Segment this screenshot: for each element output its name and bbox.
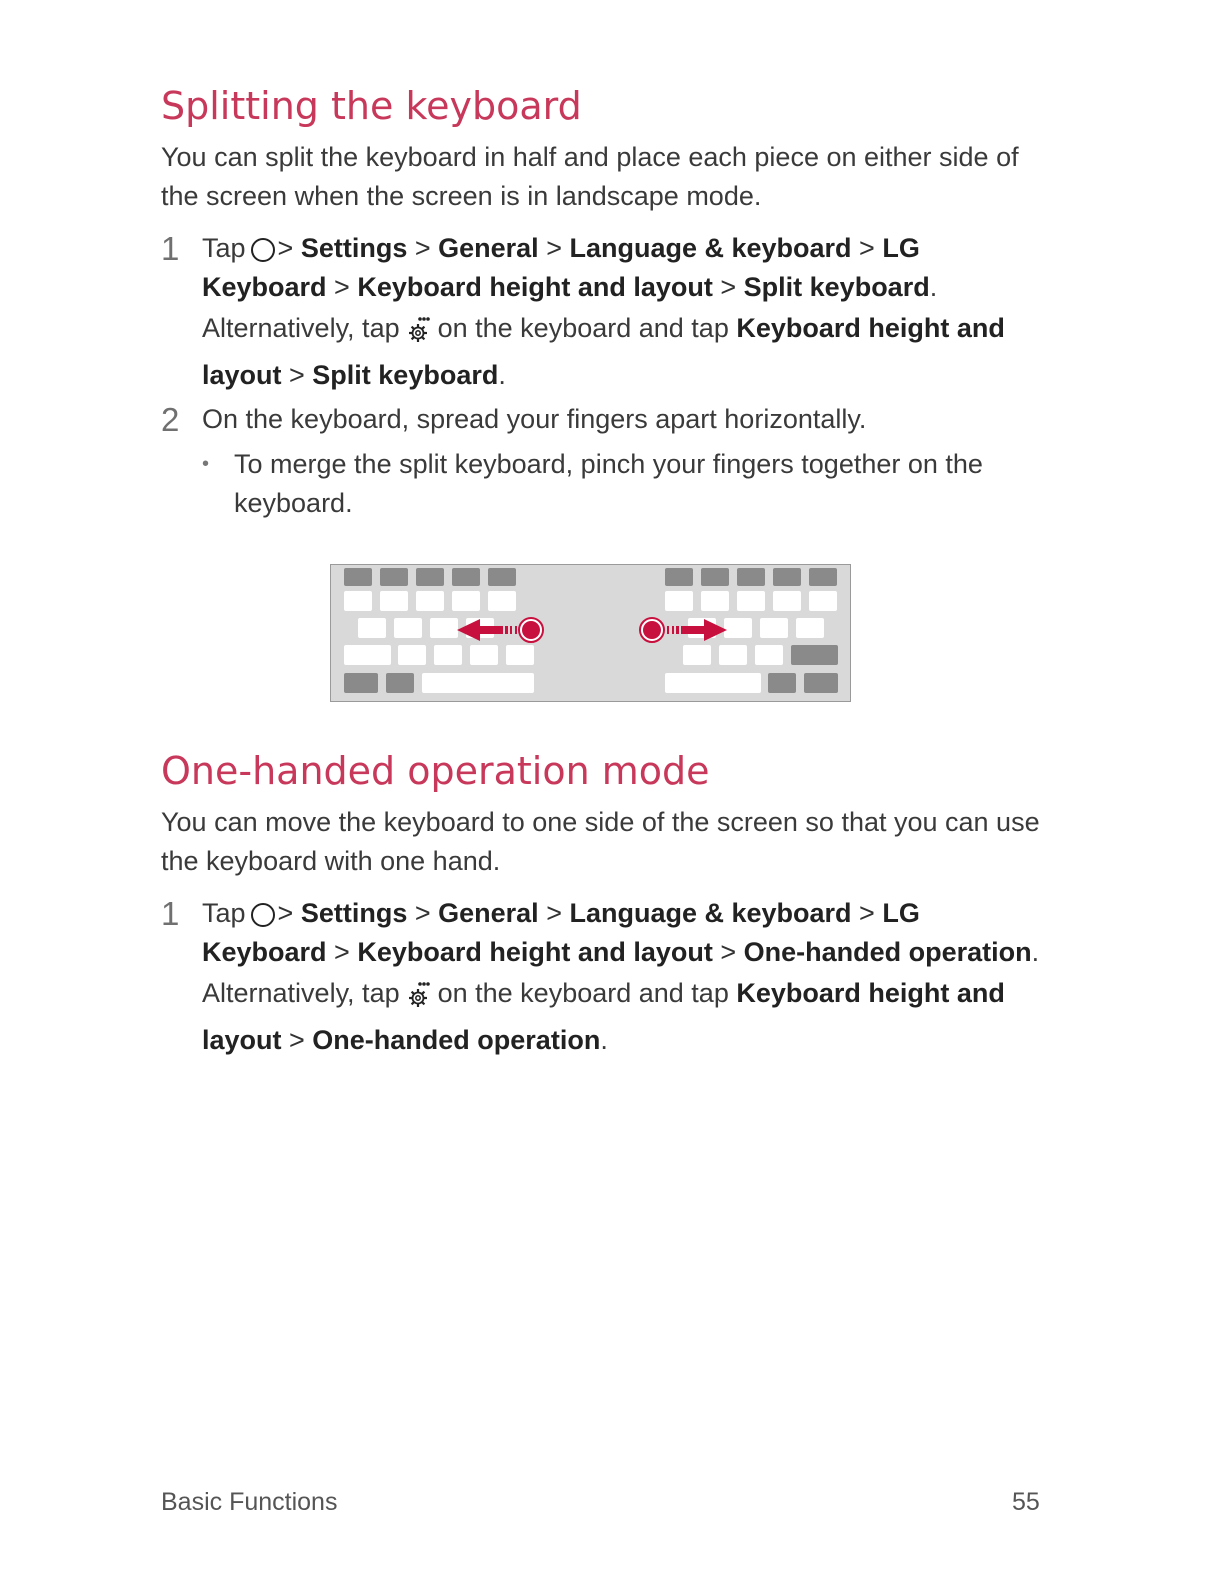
gear-icon: [406, 980, 432, 1021]
step-alternative: Alternatively, tap on the keyboard and tap Keyboard height and layout > One-handed operation.: [202, 978, 1005, 1055]
section-intro-one-handed: You can move the keyboard to one side of the screen so that you can use the keyboard with one hand.: [161, 807, 1040, 876]
alt-prefix: Alternatively, tap: [202, 978, 400, 1008]
step-instruction: Tap > Settings > General > Language & keyboard > LG Keyboard > Keyboard height and layout > Split keyboard.: [202, 233, 938, 302]
menu-general: General: [438, 233, 539, 263]
menu-keyboard-height-layout: Keyboard height and layout: [357, 272, 713, 302]
bullet-text: To merge the split keyboard, pinch your fingers together on the keyboard.: [234, 449, 983, 518]
menu-keyboard-height-layout: Keyboard height and layout: [357, 937, 713, 967]
home-icon: [251, 903, 275, 927]
step-instruction: Tap > Settings > General > Language & keyboard > LG Keyboard > Keyboard height and layout > One-handed operation.: [202, 898, 1040, 967]
alt-middle: on the keyboard and tap: [437, 978, 729, 1008]
step-number: 1: [161, 895, 180, 932]
section-title-one-handed: One-handed operation mode: [161, 749, 710, 793]
step-number: 2: [161, 401, 180, 438]
menu-language-keyboard: Language & keyboard: [569, 898, 852, 928]
menu-lg-keyboard: LG Keyboard: [202, 898, 920, 967]
menu-language-keyboard: Language & keyboard: [569, 233, 852, 263]
bullet-dot: •: [202, 453, 210, 475]
menu-keyboard-height-layout: Keyboard height and layout: [202, 978, 1005, 1055]
footer-section-name: Basic Functions: [161, 1488, 338, 1516]
alt-middle: on the keyboard and tap: [437, 313, 729, 343]
tap-label: Tap: [202, 898, 246, 928]
menu-split-keyboard: Split keyboard: [743, 272, 930, 302]
menu-settings: Settings: [300, 898, 408, 928]
menu-general: General: [438, 898, 539, 928]
step-number: 1: [161, 230, 180, 267]
menu-split-keyboard: Split keyboard: [312, 360, 499, 390]
gear-icon: [406, 315, 432, 356]
home-icon: [251, 238, 275, 262]
menu-lg-keyboard: LG Keyboard: [202, 233, 920, 302]
split-keyboard-illustration: [330, 564, 851, 702]
step-alternative: Alternatively, tap on the keyboard and tap Keyboard height and layout > Split keyboard.: [202, 313, 1005, 390]
menu-settings: Settings: [300, 233, 408, 263]
menu-one-handed-operation: One-handed operation: [743, 937, 1032, 967]
menu-keyboard-height-layout: Keyboard height and layout: [202, 313, 1005, 390]
alt-prefix: Alternatively, tap: [202, 313, 400, 343]
section-title-splitting: Splitting the keyboard: [161, 84, 582, 128]
step-instruction: On the keyboard, spread your fingers apart horizontally.: [202, 404, 867, 434]
footer-page-number: 55: [1012, 1488, 1040, 1516]
tap-label: Tap: [202, 233, 246, 263]
menu-one-handed-operation: One-handed operation: [312, 1025, 601, 1055]
section-intro-splitting: You can split the keyboard in half and place each piece on either side of the screen when the screen is in landscape mode.: [161, 142, 1019, 211]
